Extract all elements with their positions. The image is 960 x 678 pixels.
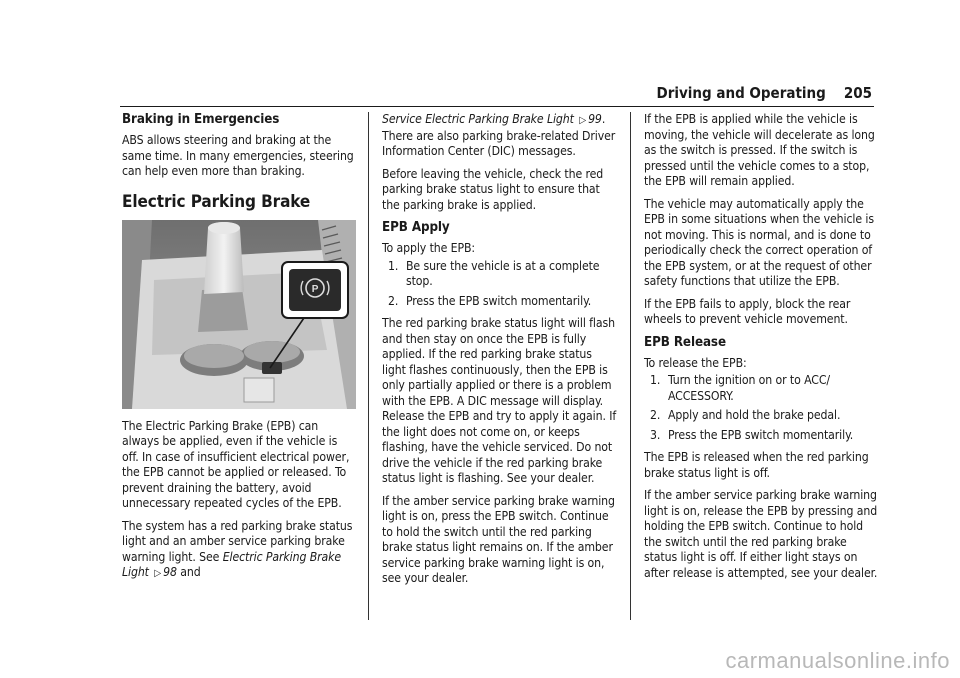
step-number: 1.: [388, 258, 399, 273]
apply-paragraph-2: If the amber service parking brake warning light is on, press the EPB switch. Continue to hold the switch until the red parking brake status light remains on. If the amber service parking brake warning light is on, see your dealer.: [382, 493, 615, 585]
epb-paragraph-2-end: and: [176, 565, 201, 579]
step-text: Press the EPB switch momentarily.: [406, 293, 592, 308]
release-paragraph-2: If the amber service parking brake warning light is on, release the EPB by pressing and holding the EPB switch. Continue to hold the switch until the red parking brake status light is off. If either light stays on after release is attempted, see your dealer.: [644, 488, 878, 580]
apply-intro: To apply the EPB:: [382, 241, 476, 255]
step-number: 2.: [388, 293, 399, 308]
apply-paragraph-1: The red parking brake status light will flash and then stay on once the EPB is fully applied. If the red parking brake status light flashes continuously, then the EPB is only partially applied or there is a problem with the EPB. A DIC message will display. Release the EPB and try to apply it again. If the light does not come on, or keeps flashing, have the vehicle serviced. Do not drive the vehicle if the red parking brake status light is flashing. See your dealer.: [382, 316, 617, 485]
ref-page-99[interactable]: 99: [588, 112, 602, 126]
step-text: Apply and hold the brake pedal.: [668, 408, 841, 422]
release-step: [644, 428, 880, 444]
epb-paragraph-2-text: The system has a red parking brake status light and an amber service parking brake warning light. See: [122, 518, 353, 564]
page-header: [656, 84, 872, 102]
electric-parking-brake-heading: Electric Parking Brake: [122, 191, 311, 212]
braking-paragraph: ABS allows steering and braking at the same time. In many emergencies, steering can help even more than braking.: [122, 133, 354, 178]
automatic-apply-paragraph: The vehicle may automatically apply the EPB in some situations when the vehicle is not moving. This is normal, and is done to periodically check the correct operation of the EPB system, or at the request of other safety functions that utilize the EPB.: [644, 196, 874, 288]
apply-step: [382, 259, 618, 290]
header-rule: [120, 106, 874, 107]
page-ref-arrow-icon: ▷: [579, 115, 587, 126]
release-step: [644, 373, 880, 404]
moving-paragraph: If the EPB is applied while the vehicle is moving, the vehicle will decelerate as long as the switch is pressed. If the switch is pressed until the vehicle comes to a stop, the EPB will remain applied.: [644, 112, 875, 188]
fails-to-apply-paragraph: If the EPB fails to apply, block the rear wheels to prevent vehicle movement.: [644, 296, 851, 326]
ref-service-epb-light[interactable]: Service Electric Parking Brake Light: [382, 112, 574, 126]
step-text: Be sure the vehicle is at a complete stop.: [406, 258, 600, 288]
ref-electric-parking-brake-light[interactable]: Electric Parking Brake Light: [122, 549, 342, 579]
release-steps: [644, 373, 880, 443]
release-step: [644, 408, 880, 424]
apply-steps: [382, 259, 618, 310]
ref-page-98[interactable]: 98: [163, 565, 177, 579]
column-divider-2: [630, 112, 631, 620]
epb-apply-heading: EPB Apply: [382, 220, 450, 235]
svg-text:P: P: [311, 283, 319, 295]
step-text: Press the EPB switch momentarily.: [668, 427, 854, 442]
release-intro: To release the EPB:: [644, 355, 747, 370]
page-number: 205: [843, 84, 872, 102]
apply-step: [382, 294, 618, 310]
continued-paragraph-text: . There are also parking brake-related Driver Information Center (DIC) messages.: [382, 112, 616, 158]
section-title: Driving and Operating: [656, 84, 826, 102]
epb-paragraph-2: [122, 519, 356, 582]
step-number: 2.: [650, 408, 661, 422]
before-leaving-paragraph: Before leaving the vehicle, check the red parking brake status light to ensure that the parking brake is applied.: [382, 166, 604, 212]
epb-release-heading: EPB Release: [644, 334, 726, 350]
column-3: [644, 112, 880, 588]
column-2: [382, 112, 618, 594]
center-console-illustration: [122, 220, 356, 409]
braking-emergencies-heading: Braking in Emergencies: [122, 112, 280, 127]
step-text: Turn the ignition on or to ACC/ ACCESSORY.: [668, 373, 830, 403]
step-number: 3.: [650, 427, 661, 442]
epb-paragraph-1: The Electric Parking Brake (EPB) can always be applied, even if the vehicle is off. In case of insufficient electrical power, the EPB cannot be applied or released. To prevent draining the battery, avoid unnecessary repeated cycles of the EPB.: [122, 418, 350, 510]
watermark: carmanualsonline.info: [725, 648, 950, 673]
column-divider-1: [368, 112, 369, 620]
column-1: [122, 112, 356, 589]
release-paragraph-1: The EPB is released when the red parking brake status light is off.: [644, 450, 869, 480]
page-ref-arrow-icon: ▷: [154, 568, 162, 579]
continued-paragraph: [382, 112, 618, 160]
step-number: 1.: [650, 373, 661, 387]
